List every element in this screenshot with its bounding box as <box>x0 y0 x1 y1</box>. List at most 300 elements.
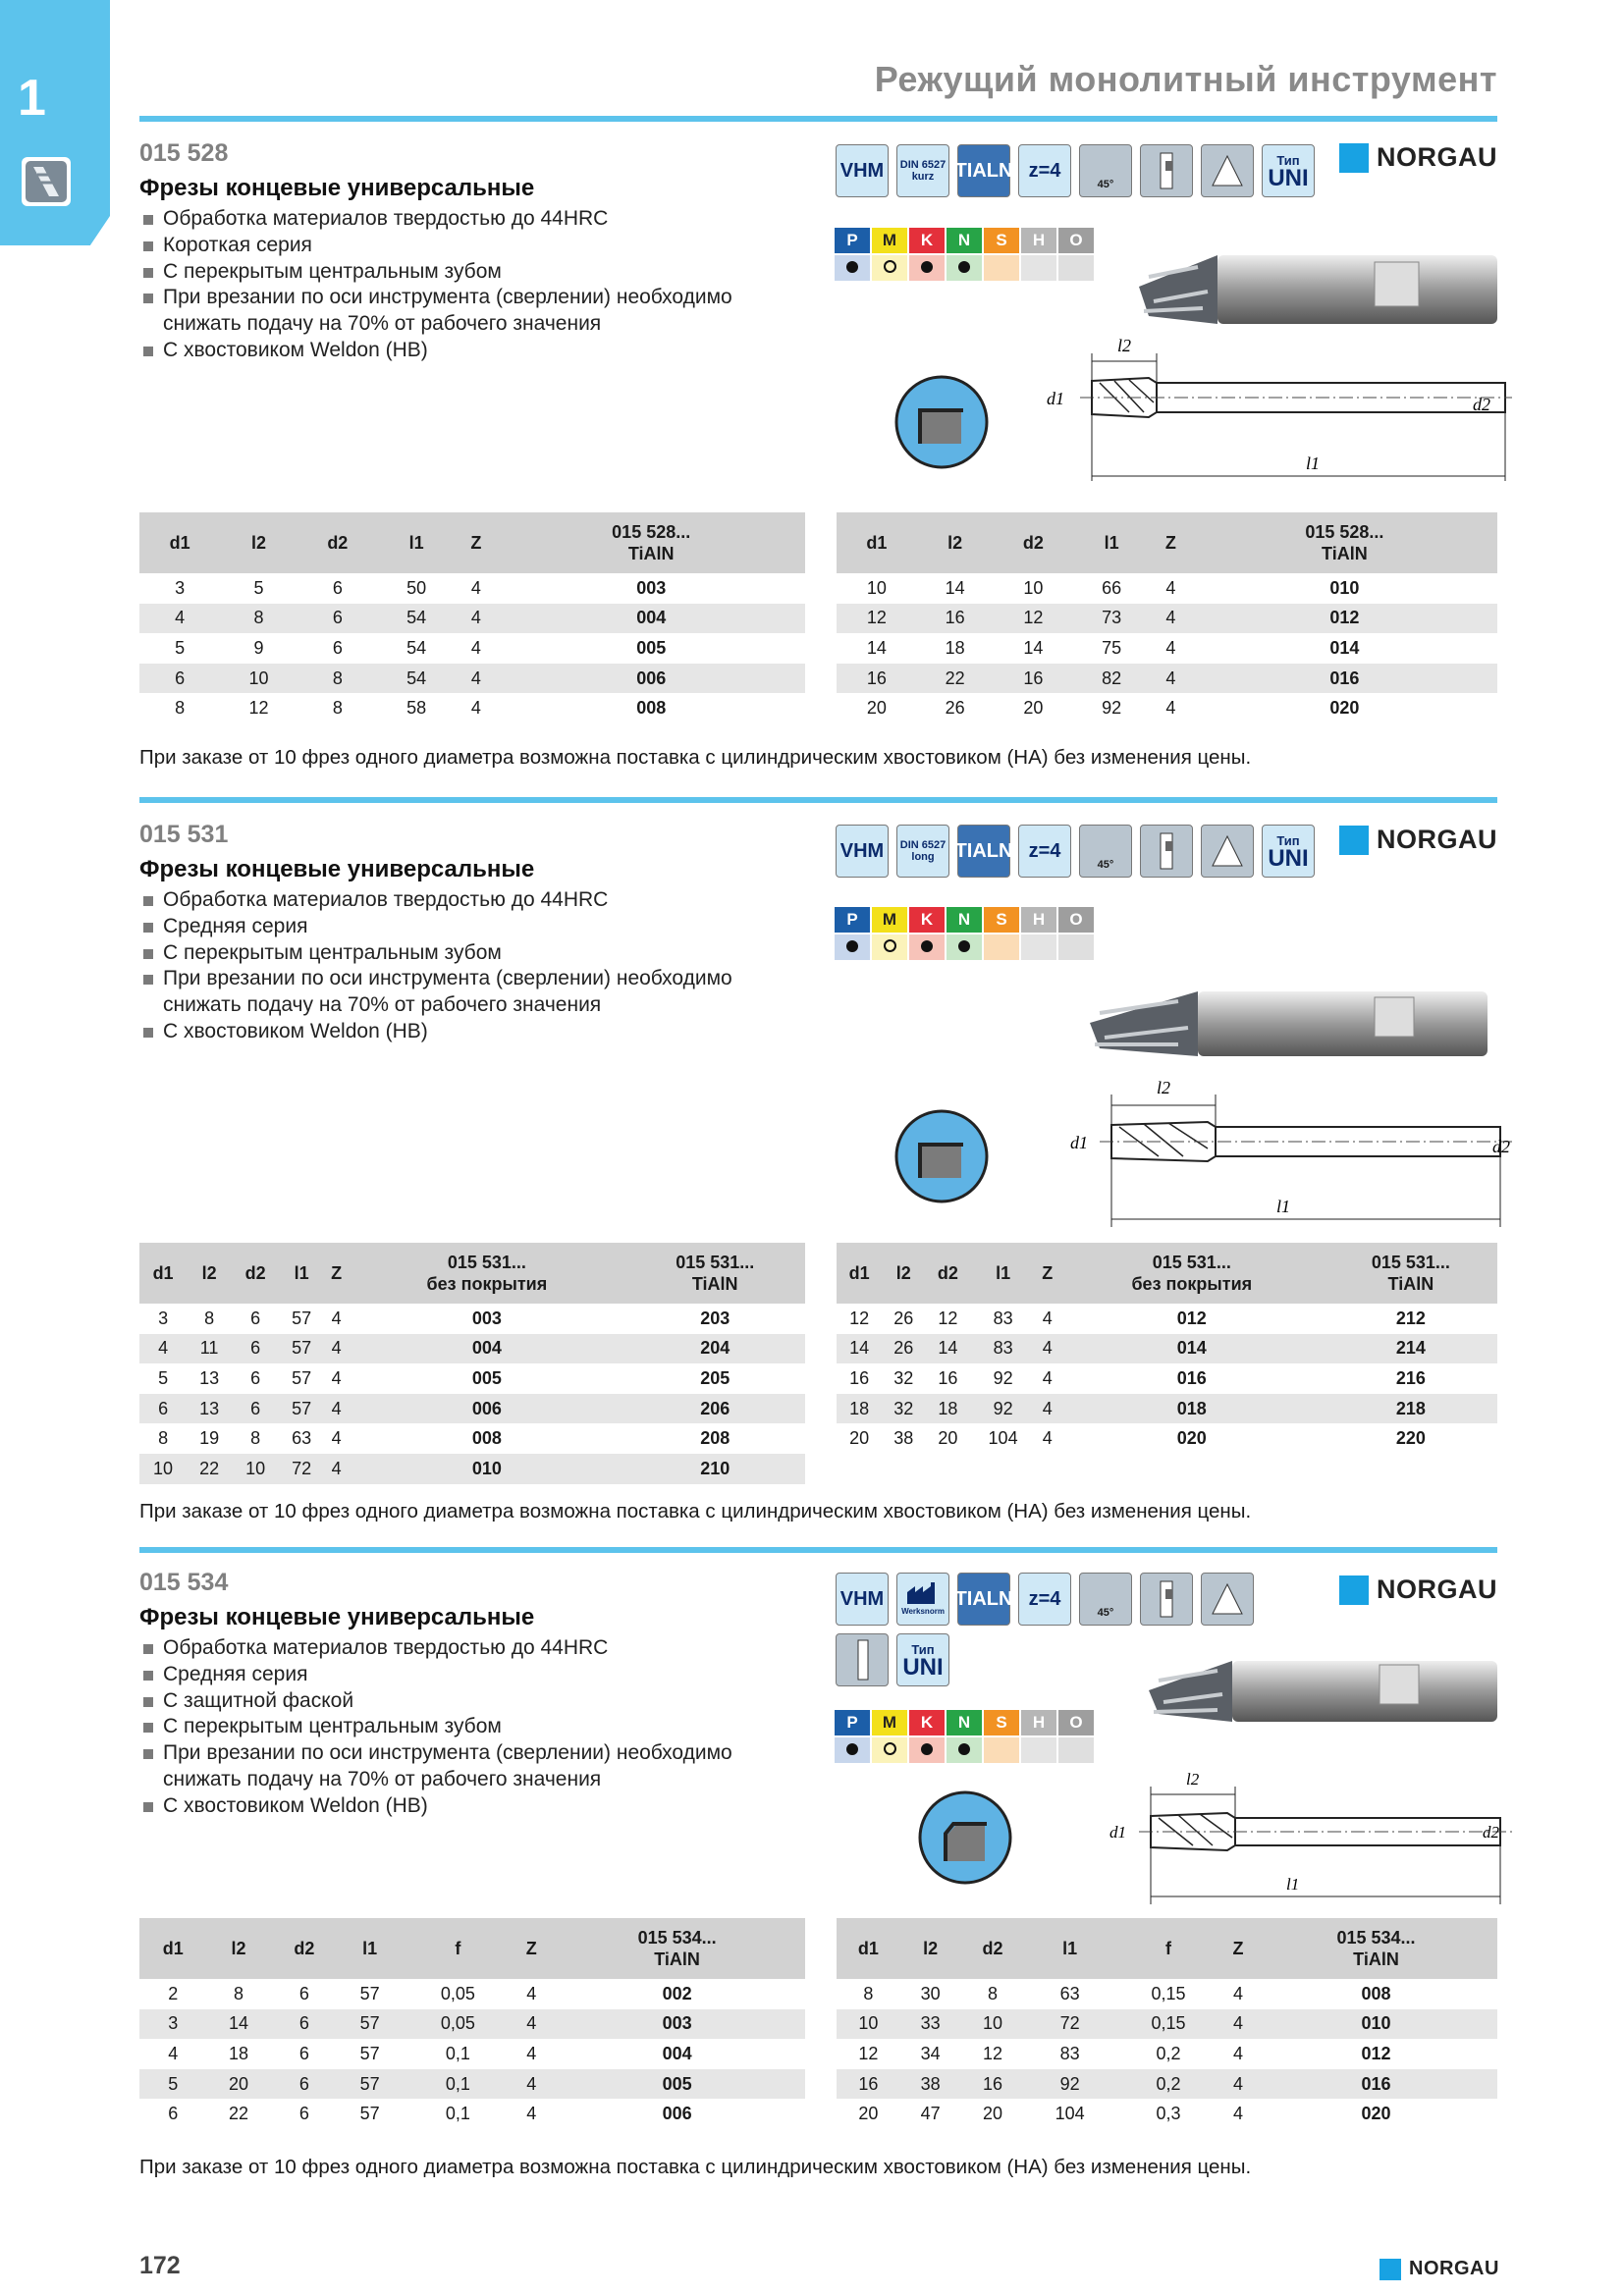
table-cell: 0,15 <box>1115 2009 1221 2040</box>
table-cell: 20 <box>858 2104 879 2124</box>
section-divider <box>139 1547 1497 1553</box>
table-cell: 4 <box>526 2043 537 2063</box>
feature-item: При врезании по оси инструмента (сверлении) необходимо снижать подачу на 70% от рабочего значения <box>139 1740 768 1793</box>
table-cell: 75 <box>1102 637 1122 658</box>
table-cell: 4 <box>526 2104 537 2124</box>
table-header-row: d1 l2 d2 l1 Z 015 528... TiAlN <box>139 512 805 573</box>
table-cell: 6 <box>271 2009 338 2040</box>
table-cell: 6 <box>250 1367 261 1388</box>
table-cell: 14 <box>837 1334 882 1364</box>
svg-text:d1: d1 <box>1109 1823 1126 1842</box>
table-cell: 5 <box>139 2069 206 2100</box>
table-cell: 72 <box>1024 2009 1115 2040</box>
profile-cross-section <box>893 1107 991 1205</box>
feature-item: Обработка материалов твердостью до 44HRC <box>139 1635 768 1662</box>
dimension-drawing <box>1041 334 1512 481</box>
table-cell: 4 <box>139 604 220 634</box>
order-code-cell: 005 <box>471 1367 502 1388</box>
table-cell: 6 <box>332 637 343 658</box>
order-code-cell: 205 <box>700 1367 730 1388</box>
table-cell: 16 <box>961 2069 1025 2100</box>
table-cell: 6 <box>139 664 220 694</box>
order-code-cell: 006 <box>349 1394 624 1424</box>
material-grid: P M K N S H O <box>833 905 1096 962</box>
table-cell: 4 <box>455 604 497 634</box>
table-cell: 16 <box>837 2069 900 2100</box>
table-row <box>139 604 805 634</box>
table-cell: 5 <box>158 1367 169 1388</box>
table-cell: 58 <box>406 698 427 719</box>
table-cell: 3 <box>139 2009 206 2040</box>
table-cell: 8 <box>987 1983 998 2003</box>
table-cell: 4 <box>1042 1308 1053 1328</box>
werksnorm-icon: Werksnorm <box>896 1573 949 1626</box>
order-code-cell: 216 <box>1395 1367 1426 1388</box>
coating-icon: TIALN <box>957 144 1010 197</box>
table-cell: 14 <box>206 2009 270 2040</box>
table-row <box>139 2009 805 2040</box>
order-code-cell: 010 <box>349 1454 624 1484</box>
helix-angle-icon: 45° <box>1079 144 1132 197</box>
table-cell: 4 <box>526 1983 537 2003</box>
table-cell: 12 <box>849 1308 870 1328</box>
table-cell: 6 <box>139 1394 187 1424</box>
table-cell: 83 <box>993 1308 1013 1328</box>
footer-norgau-logo: NORGAU <box>1380 2258 1499 2280</box>
table-row <box>139 1423 805 1454</box>
table-cell: 72 <box>279 1454 324 1484</box>
table-cell: 63 <box>1059 1983 1080 2003</box>
spec-icons-row-2 <box>836 1633 949 1686</box>
table-cell: 8 <box>204 1308 215 1328</box>
table-cell: 6 <box>298 2043 309 2063</box>
table-cell: 26 <box>893 1308 914 1328</box>
table-cell: 20 <box>982 2104 1002 2124</box>
svg-text:l1: l1 <box>1306 454 1321 473</box>
feature-item: При врезании по оси инструмента (сверлении) необходимо снижать подачу на 70% от рабочего значения <box>139 285 768 338</box>
norgau-logo: NORGAU <box>1339 142 1497 173</box>
teeth-count-icon: z=4 <box>1018 1573 1071 1626</box>
din-standard-icon: DIN 6527 long <box>896 825 949 878</box>
table-cell: 10 <box>220 664 297 694</box>
chamfer-icon <box>836 1633 889 1686</box>
table-cell: 4 <box>324 1394 349 1424</box>
order-code-cell: 003 <box>636 577 667 598</box>
table-cell: 104 <box>988 1428 1018 1449</box>
order-code-cell: 208 <box>700 1428 730 1449</box>
order-code-cell: 212 <box>1395 1308 1426 1328</box>
helix-angle-icon: 45° <box>1079 1573 1132 1626</box>
dimension-drawing <box>1109 1767 1512 1904</box>
feature-item: С перекрытым центральным зубом <box>139 940 768 967</box>
spec-icons <box>836 825 1315 878</box>
table-cell: 4 <box>1221 2069 1255 2100</box>
table-row <box>837 2069 1497 2100</box>
feature-item: Короткая серия <box>139 233 768 259</box>
svg-text:l1: l1 <box>1276 1197 1291 1216</box>
table-cell: 57 <box>338 2009 402 2040</box>
table-row <box>139 664 805 694</box>
feature-item: Средняя серия <box>139 1662 768 1688</box>
order-code-cell: 008 <box>1361 1983 1391 2003</box>
table-cell: 20 <box>938 1428 958 1449</box>
order-code-cell: 210 <box>624 1454 805 1484</box>
table-cell: 8 <box>175 698 186 719</box>
size-table-left <box>139 1918 805 2129</box>
table-cell: 34 <box>920 2043 941 2063</box>
svg-text:d2: d2 <box>1473 395 1490 414</box>
order-code-cell: 004 <box>349 1334 624 1364</box>
table-cell: 8 <box>298 664 378 694</box>
table-cell: 4 <box>168 2043 179 2063</box>
table-cell: 0,05 <box>440 1983 475 2003</box>
article-number: 015 528 <box>139 139 229 167</box>
table-cell: 38 <box>893 1428 914 1449</box>
table-cell: 4 <box>1221 2009 1255 2040</box>
table-cell: 57 <box>279 1394 324 1424</box>
order-code-cell: 012 <box>1361 2043 1391 2063</box>
svg-text:l2: l2 <box>1186 1770 1200 1789</box>
table-row <box>139 2069 805 2100</box>
table-cell: 4 <box>1150 664 1192 694</box>
table-header-row: d1 l2 d2 l1 f Z 015 534... TiAlN <box>837 1918 1497 1979</box>
chapter-number: 1 <box>18 70 46 127</box>
table-cell: 57 <box>359 2104 380 2124</box>
table-cell: 30 <box>920 1983 941 2003</box>
table-cell: 20 <box>1023 698 1044 719</box>
table-cell: 12 <box>837 604 917 634</box>
table-cell: 54 <box>406 637 427 658</box>
table-row <box>139 2099 805 2129</box>
table-row <box>139 1334 805 1364</box>
table-cell: 12 <box>248 698 269 719</box>
table-row <box>837 1979 1497 2009</box>
vhm-icon: VHM <box>836 1573 889 1626</box>
order-code-cell: 014 <box>1329 637 1360 658</box>
section-divider <box>139 797 1497 803</box>
table-row <box>139 2039 805 2069</box>
table-cell: 10 <box>837 2009 900 2040</box>
order-note: При заказе от 10 фрез одного диаметра возможна поставка с цилиндрическим хвостовиком (HA) без изменения цены. <box>139 1500 1252 1522</box>
teeth-count-icon: z=4 <box>1018 144 1071 197</box>
table-cell: 0,2 <box>1115 2069 1221 2100</box>
table-cell: 6 <box>250 1308 261 1328</box>
table-cell: 57 <box>359 1983 380 2003</box>
table-cell: 4 <box>1042 1367 1053 1388</box>
table-cell: 18 <box>837 1394 882 1424</box>
table-row <box>837 633 1497 664</box>
size-table-left <box>139 1243 805 1484</box>
section-title: Фрезы концевые универсальные <box>139 175 535 201</box>
table-cell: 10 <box>866 577 887 598</box>
table-cell: 73 <box>1073 604 1150 634</box>
order-note: При заказе от 10 фрез одного диаметра возможна поставка с цилиндрическим хвостовиком (HA) без изменения цены. <box>139 2156 1252 2178</box>
table-cell: 4 <box>1036 1334 1059 1364</box>
table-cell: 4 <box>1233 2043 1244 2063</box>
svg-text:l1: l1 <box>1286 1875 1300 1894</box>
table-cell: 4 <box>1165 698 1176 719</box>
table-cell: 12 <box>938 1308 958 1328</box>
order-code-cell: 004 <box>497 604 805 634</box>
table-cell: 4 <box>1042 1428 1053 1449</box>
table-cell: 18 <box>229 2043 249 2063</box>
table-row <box>139 1454 805 1484</box>
table-row <box>139 1363 805 1394</box>
coating-icon: TIALN <box>957 1573 1010 1626</box>
material-grid: P M K N S H O <box>833 226 1096 283</box>
table-cell: 4 <box>331 1367 342 1388</box>
table-cell: 92 <box>1024 2069 1115 2100</box>
order-code-cell: 003 <box>471 1308 502 1328</box>
spec-icons <box>836 1573 1254 1626</box>
table-cell: 83 <box>971 1334 1036 1364</box>
type-uni-icon: Тип UNI <box>896 1633 949 1686</box>
table-cell: 4 <box>1233 1983 1244 2003</box>
feature-item: С хвостовиком Weldon (HB) <box>139 1019 768 1045</box>
order-code-cell: 012 <box>1192 604 1497 634</box>
table-cell: 3 <box>158 1308 169 1328</box>
order-code-cell: 206 <box>624 1394 805 1424</box>
table-cell: 26 <box>882 1334 925 1364</box>
weldon-shank-icon <box>1140 825 1193 878</box>
order-note: При заказе от 10 фрез одного диаметра возможна поставка с цилиндрическим хвостовиком (HA) без изменения цены. <box>139 746 1252 769</box>
section-divider <box>139 116 1497 122</box>
table-cell: 104 <box>1055 2104 1085 2124</box>
table-row <box>837 2099 1497 2129</box>
table-row <box>837 1304 1497 1334</box>
table-cell: 4 <box>455 664 497 694</box>
material-grid: P M K N S H O <box>833 1708 1096 1765</box>
table-cell: 4 <box>1165 577 1176 598</box>
teeth-count-icon: z=4 <box>1018 825 1071 878</box>
table-cell: 4 <box>1165 637 1176 658</box>
table-cell: 6 <box>332 577 343 598</box>
table-header-row: d1 l2 d2 l1 Z 015 528... TiAlN <box>837 512 1497 573</box>
table-cell: 12 <box>994 604 1074 634</box>
table-cell: 4 <box>514 2069 549 2100</box>
weldon-shank-icon <box>1140 1573 1193 1626</box>
table-row <box>837 2039 1497 2069</box>
table-cell: 9 <box>253 637 264 658</box>
order-code-cell: 203 <box>700 1308 730 1328</box>
order-code-cell: 006 <box>497 664 805 694</box>
table-cell: 4 <box>470 637 481 658</box>
order-code-cell: 218 <box>1325 1394 1497 1424</box>
table-cell: 32 <box>882 1394 925 1424</box>
table-cell: 6 <box>298 1983 309 2003</box>
feature-list <box>139 1635 768 1820</box>
order-code-cell: 016 <box>1192 664 1497 694</box>
table-cell: 57 <box>279 1334 324 1364</box>
table-cell: 92 <box>1102 698 1122 719</box>
din-standard-icon: DIN 6527 kurz <box>896 144 949 197</box>
table-cell: 0,1 <box>445 2043 470 2063</box>
table-cell: 22 <box>187 1454 232 1484</box>
table-cell: 63 <box>292 1428 312 1449</box>
table-cell: 8 <box>234 1983 244 2003</box>
table-cell: 32 <box>893 1367 914 1388</box>
table-cell: 4 <box>1150 604 1192 634</box>
table-cell: 8 <box>220 604 297 634</box>
table-cell: 18 <box>925 1394 970 1424</box>
table-row <box>139 1394 805 1424</box>
table-cell: 4 <box>1233 2104 1244 2124</box>
vhm-icon: VHM <box>836 144 889 197</box>
table-cell: 4 <box>1036 1394 1059 1424</box>
table-cell: 57 <box>292 1367 312 1388</box>
size-table-right <box>837 1918 1497 2129</box>
profile-cross-section <box>893 373 991 471</box>
tool-photo <box>1080 984 1492 1064</box>
table-row <box>837 664 1497 694</box>
table-cell: 8 <box>158 1428 169 1449</box>
table-cell: 20 <box>866 698 887 719</box>
order-code-cell: 012 <box>1176 1308 1207 1328</box>
table-row <box>837 693 1497 723</box>
order-code-cell: 020 <box>1329 698 1360 719</box>
table-row <box>139 1304 805 1334</box>
coating-icon: TIALN <box>957 825 1010 878</box>
table-cell: 3 <box>175 577 186 598</box>
table-row <box>139 633 805 664</box>
spec-icons <box>836 144 1315 197</box>
table-cell: 83 <box>1059 2043 1080 2063</box>
svg-text:l2: l2 <box>1117 336 1132 355</box>
table-cell: 16 <box>938 1367 958 1388</box>
table-cell: 16 <box>994 664 1074 694</box>
size-table-right <box>837 512 1497 723</box>
size-table-left <box>139 512 805 723</box>
end-mill-icon <box>22 157 71 206</box>
feature-item: При врезании по оси инструмента (сверлении) необходимо снижать подачу на 70% от рабочего значения <box>139 966 768 1019</box>
order-code-cell: 008 <box>471 1428 502 1449</box>
order-code-cell: 204 <box>624 1334 805 1364</box>
feature-item: Обработка материалов твердостью до 44HRC <box>139 206 768 233</box>
order-code-cell: 002 <box>662 1983 692 2003</box>
table-cell: 13 <box>199 1367 220 1388</box>
table-cell: 8 <box>332 698 343 719</box>
table-cell: 6 <box>271 2069 338 2100</box>
table-cell: 50 <box>406 577 427 598</box>
table-header-row: d1 l2 d2 l1 f Z 015 534... TiAlN <box>139 1918 805 1979</box>
table-cell: 6 <box>232 1334 279 1364</box>
table-cell: 14 <box>925 1334 970 1364</box>
table-cell: 54 <box>378 604 455 634</box>
table-cell: 4 <box>139 1334 187 1364</box>
order-code-cell: 008 <box>636 698 667 719</box>
table-cell: 20 <box>849 1428 870 1449</box>
svg-text:d1: d1 <box>1047 389 1064 408</box>
table-cell: 4 <box>514 2009 549 2040</box>
table-row <box>837 1423 1497 1454</box>
table-cell: 57 <box>338 2069 402 2100</box>
table-row <box>139 573 805 604</box>
order-code-cell: 214 <box>1325 1334 1497 1364</box>
table-cell: 92 <box>971 1394 1036 1424</box>
feature-item: Средняя серия <box>139 914 768 940</box>
table-cell: 10 <box>232 1454 279 1484</box>
table-cell: 4 <box>331 1428 342 1449</box>
order-code-cell: 005 <box>549 2069 805 2100</box>
table-row <box>837 1334 1497 1364</box>
table-cell: 4 <box>331 1308 342 1328</box>
table-cell: 33 <box>900 2009 961 2040</box>
article-number: 015 531 <box>139 821 229 848</box>
type-uni-icon: Тип UNI <box>1262 825 1315 878</box>
table-row <box>139 1979 805 2009</box>
feature-item: С перекрытым центральным зубом <box>139 1714 768 1740</box>
center-cutting-icon <box>1201 1573 1254 1626</box>
article-number: 015 534 <box>139 1569 229 1596</box>
table-cell: 10 <box>961 2009 1025 2040</box>
table-cell: 5 <box>175 637 186 658</box>
table-cell: 11 <box>187 1334 232 1364</box>
table-row <box>837 1363 1497 1394</box>
weldon-shank-icon <box>1140 144 1193 197</box>
table-cell: 54 <box>378 664 455 694</box>
table-cell: 6 <box>298 604 378 634</box>
table-cell: 22 <box>917 664 994 694</box>
table-cell: 66 <box>1102 577 1122 598</box>
table-cell: 14 <box>1023 637 1044 658</box>
table-cell: 16 <box>917 604 994 634</box>
table-cell: 92 <box>993 1367 1013 1388</box>
order-code-cell: 014 <box>1059 1334 1325 1364</box>
feature-item: С хвостовиком Weldon (HB) <box>139 1793 768 1820</box>
table-cell: 12 <box>982 2043 1002 2063</box>
table-row <box>837 1394 1497 1424</box>
table-cell: 10 <box>1023 577 1044 598</box>
section-title: Фрезы концевые универсальные <box>139 1604 535 1630</box>
table-cell: 8 <box>250 1428 261 1449</box>
svg-text:d2: d2 <box>1492 1137 1510 1156</box>
table-header-row: d1 l2 d2 l1 Z 015 531... без покрытия 015 531... TiAlN <box>837 1243 1497 1304</box>
order-code-cell: 003 <box>549 2009 805 2040</box>
order-code-cell: 020 <box>1176 1428 1207 1449</box>
feature-item: С хвостовиком Weldon (HB) <box>139 338 768 364</box>
type-uni-icon: Тип UNI <box>1262 144 1315 197</box>
table-cell: 13 <box>187 1394 232 1424</box>
table-cell: 0,05 <box>402 2009 514 2040</box>
size-table-right <box>837 1243 1497 1454</box>
order-code-cell: 004 <box>662 2043 692 2063</box>
table-cell: 57 <box>292 1308 312 1328</box>
feature-list <box>139 206 768 364</box>
page-number: 172 <box>139 2252 181 2279</box>
table-row <box>837 573 1497 604</box>
table-cell: 0,2 <box>1156 2043 1181 2063</box>
feature-item: С защитной фаской <box>139 1688 768 1715</box>
table-cell: 20 <box>206 2069 270 2100</box>
order-code-cell: 005 <box>636 637 667 658</box>
order-code-cell: 016 <box>1255 2069 1497 2100</box>
svg-text:l2: l2 <box>1157 1078 1171 1097</box>
tool-photo <box>1139 1653 1502 1732</box>
table-cell: 6 <box>168 2104 179 2124</box>
table-cell: 16 <box>837 664 917 694</box>
table-row <box>837 2009 1497 2040</box>
table-cell: 0,1 <box>445 2104 470 2124</box>
vhm-icon: VHM <box>836 825 889 878</box>
table-cell: 0,3 <box>1156 2104 1181 2124</box>
feature-list <box>139 887 768 1045</box>
table-cell: 19 <box>199 1428 220 1449</box>
table-cell: 10 <box>139 1454 187 1484</box>
table-cell: 4 <box>470 698 481 719</box>
center-cutting-icon <box>1201 825 1254 878</box>
table-cell: 4 <box>324 1334 349 1364</box>
order-code-cell: 220 <box>1395 1428 1426 1449</box>
